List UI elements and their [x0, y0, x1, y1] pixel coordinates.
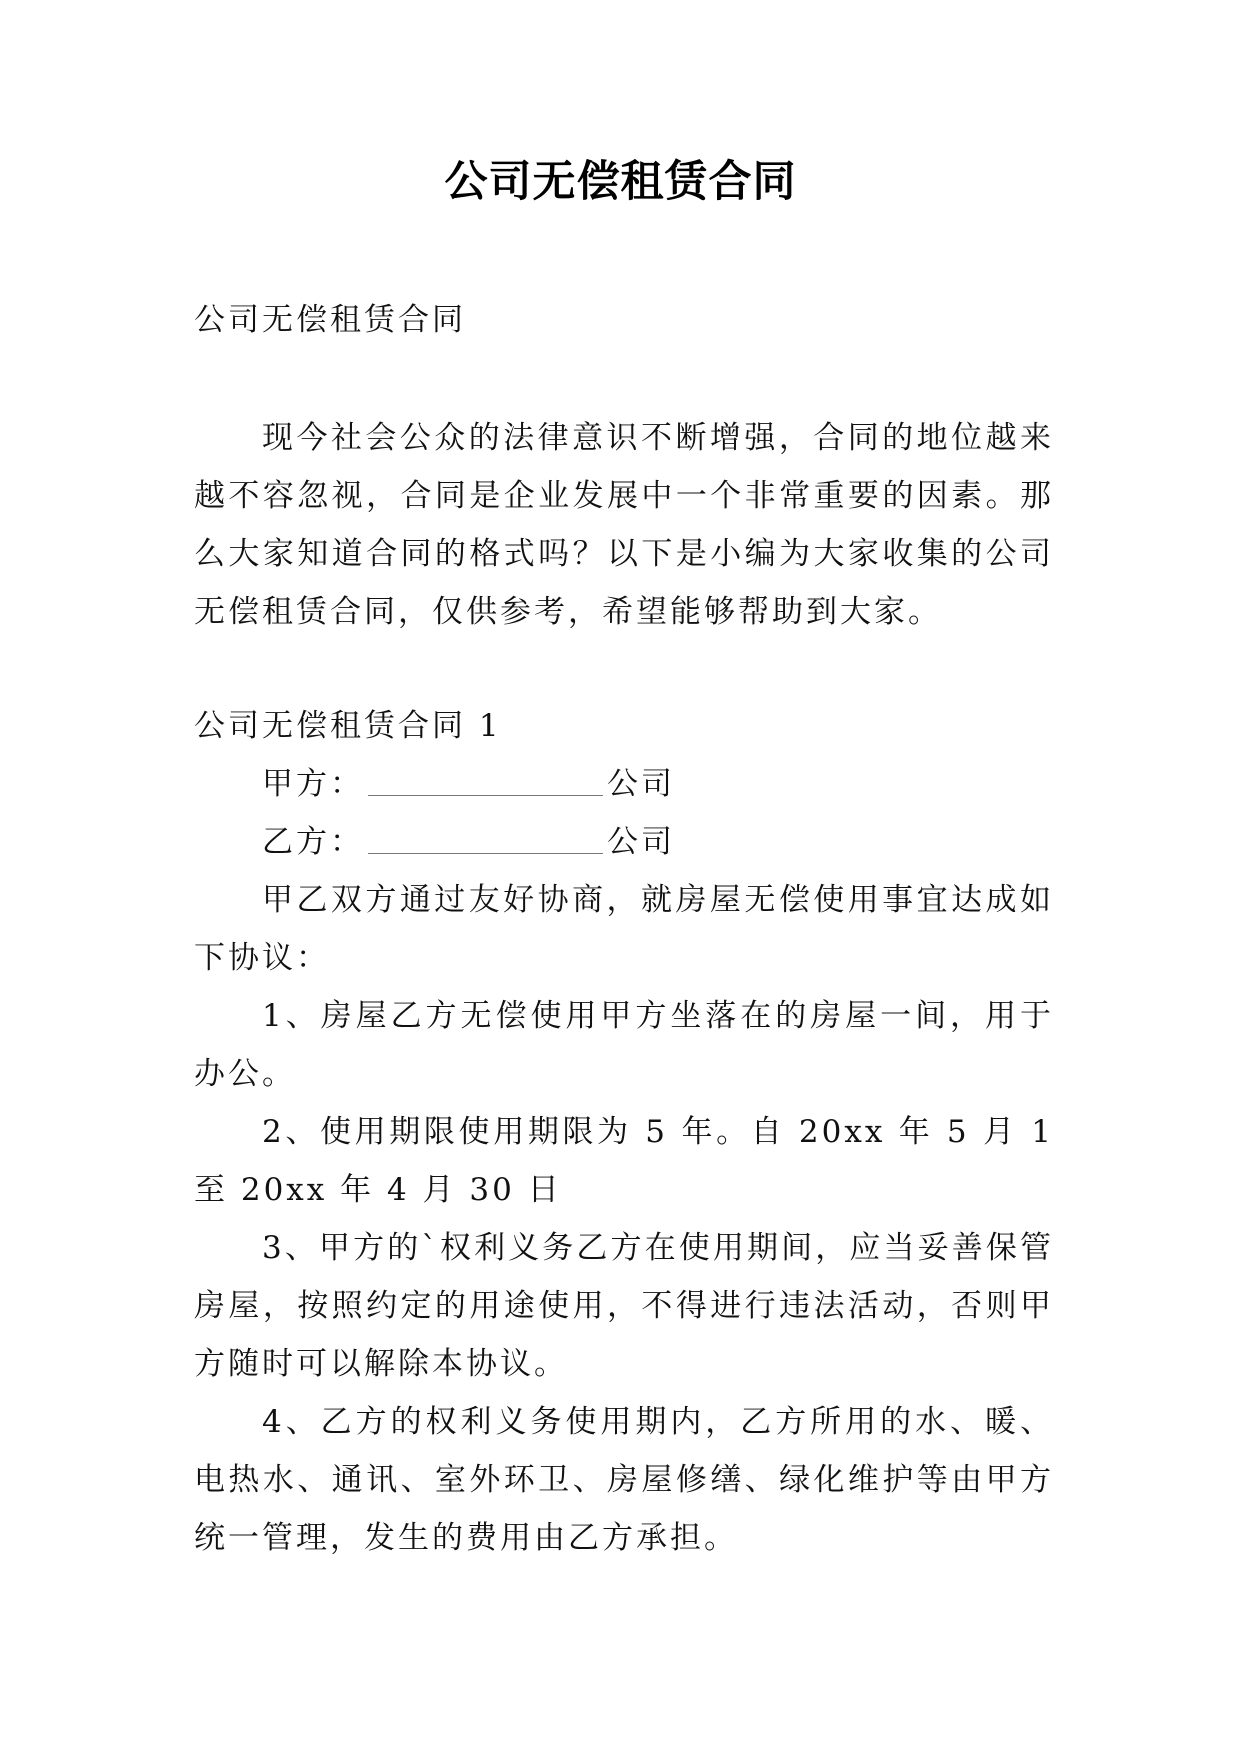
party-a-line	[194, 755, 1054, 813]
clause-4: 4、乙方的权利义务使用期内，乙方所用的水、暖、电热水、通讯、室外环卫、房屋修缮、绿化维护等由甲方统一管理，发生的费用由乙方承担。	[194, 1404, 1054, 1556]
party-a-blank	[368, 767, 603, 796]
agreement-paragraph: 甲乙双方通过友好协商，就房屋无偿使用事宜达成如下协议：	[194, 882, 1054, 976]
document-title: 公司无偿租赁合同	[444, 157, 797, 207]
intro-paragraph: 现今社会公众的法律意识不断增强，合同的地位越来越不容忽视，合同是企业发展中一个非常重要的因素。那么大家知道合同的格式吗？以下是小编为大家收集的公司无偿租赁合同，仅供参考，希望能够帮助到大家。	[194, 420, 1054, 630]
document-subtitle: 公司无偿租赁合同	[194, 302, 466, 338]
clause-2: 2、使用期限使用期限为 5 年。自 20xx 年 5 月 1 至 20xx 年 4 月 30 日	[194, 1114, 1054, 1208]
document-body	[194, 291, 1054, 1567]
party-b-label: 乙方：	[262, 824, 364, 860]
party-b-blank	[368, 825, 603, 854]
clause-3: 3、甲方的`权利义务乙方在使用期间，应当妥善保管房屋，按照约定的用途使用，不得进行违法活动，否则甲方随时可以解除本协议。	[194, 1230, 1054, 1382]
party-a-label: 甲方：	[262, 766, 364, 802]
section-title: 公司无偿租赁合同 1	[194, 708, 502, 744]
party-a-suffix: 公司	[607, 766, 675, 802]
party-b-line	[194, 813, 1054, 871]
clause-1: 1、房屋乙方无偿使用甲方坐落在的房屋一间，用于办公。	[194, 998, 1054, 1092]
party-b-suffix: 公司	[607, 824, 675, 860]
